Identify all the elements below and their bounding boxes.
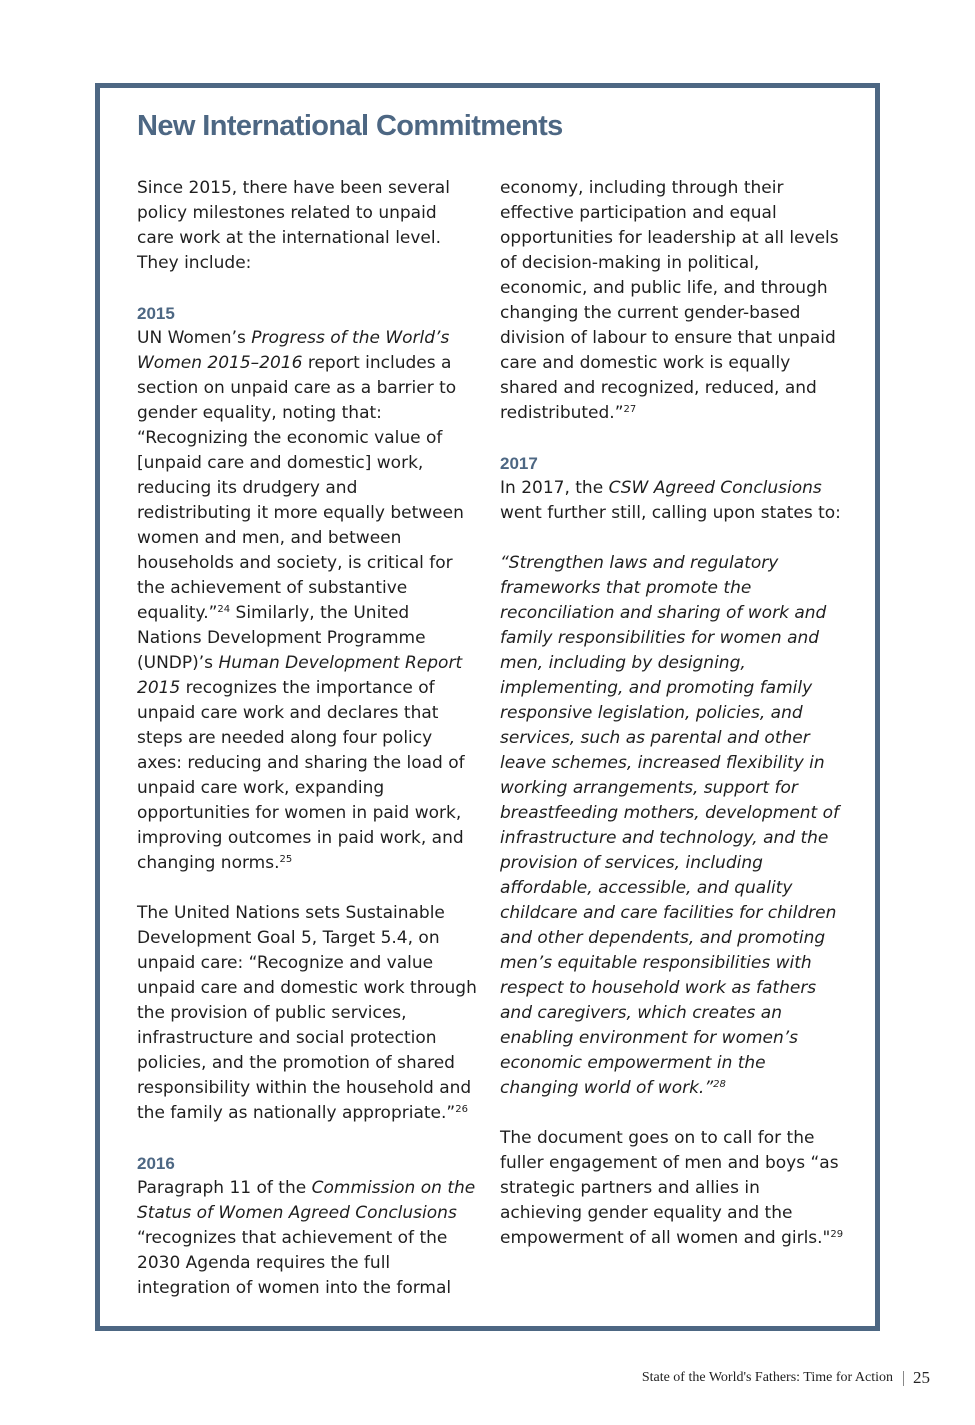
paragraph-2017-final: The document goes on to call for the fuller engagement of men and boys “as strategic partners and allies in achieving gender equality and the empowerment of all women and girls."$^{29}$ bbox=[500, 1128, 844, 1248]
paragraph-2016-continued: economy, including through their effective participation and equal opportunities for leadership at all levels of decision-making in political, economic, and public life, and through changing the current gender-based division of labour to ensure that unpaid care and domestic work is equally shared and recognized, reduced, and redistributed.”$^{27}$ bbox=[500, 178, 839, 423]
year-heading-2017: 2017 bbox=[500, 454, 538, 473]
page-number: 25 bbox=[913, 1368, 930, 1387]
block-quote-2017: “Strengthen laws and regulatory frameworks that promote the reconciliation and sharing of work and family responsibilities for women and men, including by designing, implementing, and promoting family responsive legislation, policies, and services, such as parental and other leave schemes, increased flexibility in working arrangements, support for breastfeeding mothers, development of infrastructure and technology, and the provision of services, including affordable, accessible, and quality childcare and care facilities for children and other dependents, and promoting men’s equitable responsibilities with respect to household work as fathers and caregivers, which creates an enabling environment for women’s economic empowerment in the changing world of work.”$^{28}$ bbox=[500, 553, 840, 1098]
year-heading-2016: 2016 bbox=[137, 1154, 175, 1173]
footnote-ref: 25 bbox=[279, 854, 293, 865]
year-heading-2015: 2015 bbox=[137, 304, 175, 323]
footnote-ref: 27 bbox=[623, 404, 637, 415]
footnote-ref: 28 bbox=[713, 1079, 726, 1090]
footer-title: State of the World's Fathers: Time for Action bbox=[641, 1370, 893, 1385]
page-footer bbox=[642, 1368, 930, 1388]
paragraph-2015-progress: UN Women’s Progress of the World’s Women 2015–2016 report includes a section on unpaid care as a barrier to gender equality, noting that: “Recognizing the economic value of [unpaid care and domestic] work, reducing its drudgery and redistributing it more equally between women and men, and between households and society, is critical for the achievement of substantive equality.”$^{24}$ Similarly, the United Nations Development Programme (UNDP)’s Human Development Report 2015 recognizes the importance of unpaid care work and declares that steps are needed along four policy axes: reducing and sharing the load of unpaid care work, expanding opportunities for women in paid work, improving outcomes in paid work, and changing norms.$^{25}$ bbox=[137, 328, 465, 873]
footnote-ref: 26 bbox=[455, 1104, 468, 1115]
left-column bbox=[137, 176, 477, 1301]
footer-separator bbox=[903, 1371, 904, 1386]
footnote-ref: 29 bbox=[830, 1229, 844, 1240]
footnote-ref: 24 bbox=[217, 604, 231, 615]
right-column bbox=[500, 176, 845, 1251]
paragraph-2015-sdg: The United Nations sets Sustainable Development Goal 5, Target 5.4, on unpaid care: “Recognize and value unpaid care and domestic work through the provision of public services, infrastructure and social protection policies, and the promotion of shared responsibility within the household and the family as nationally appropriate.”$^{26}$ bbox=[137, 903, 477, 1123]
intro-paragraph: Since 2015, there have been several policy milestones related to unpaid care work at the international level. They include: bbox=[137, 178, 450, 273]
page-title: New International Commitments bbox=[137, 110, 563, 142]
paragraph-2016: Paragraph 11 of the Commission on the Status of Women Agreed Conclusions “recognizes that achievement of the 2030 Agenda requires the full integration of women into the formal bbox=[137, 1178, 476, 1298]
paragraph-2017: In 2017, the CSW Agreed Conclusions went further still, calling upon states to: bbox=[500, 478, 841, 523]
